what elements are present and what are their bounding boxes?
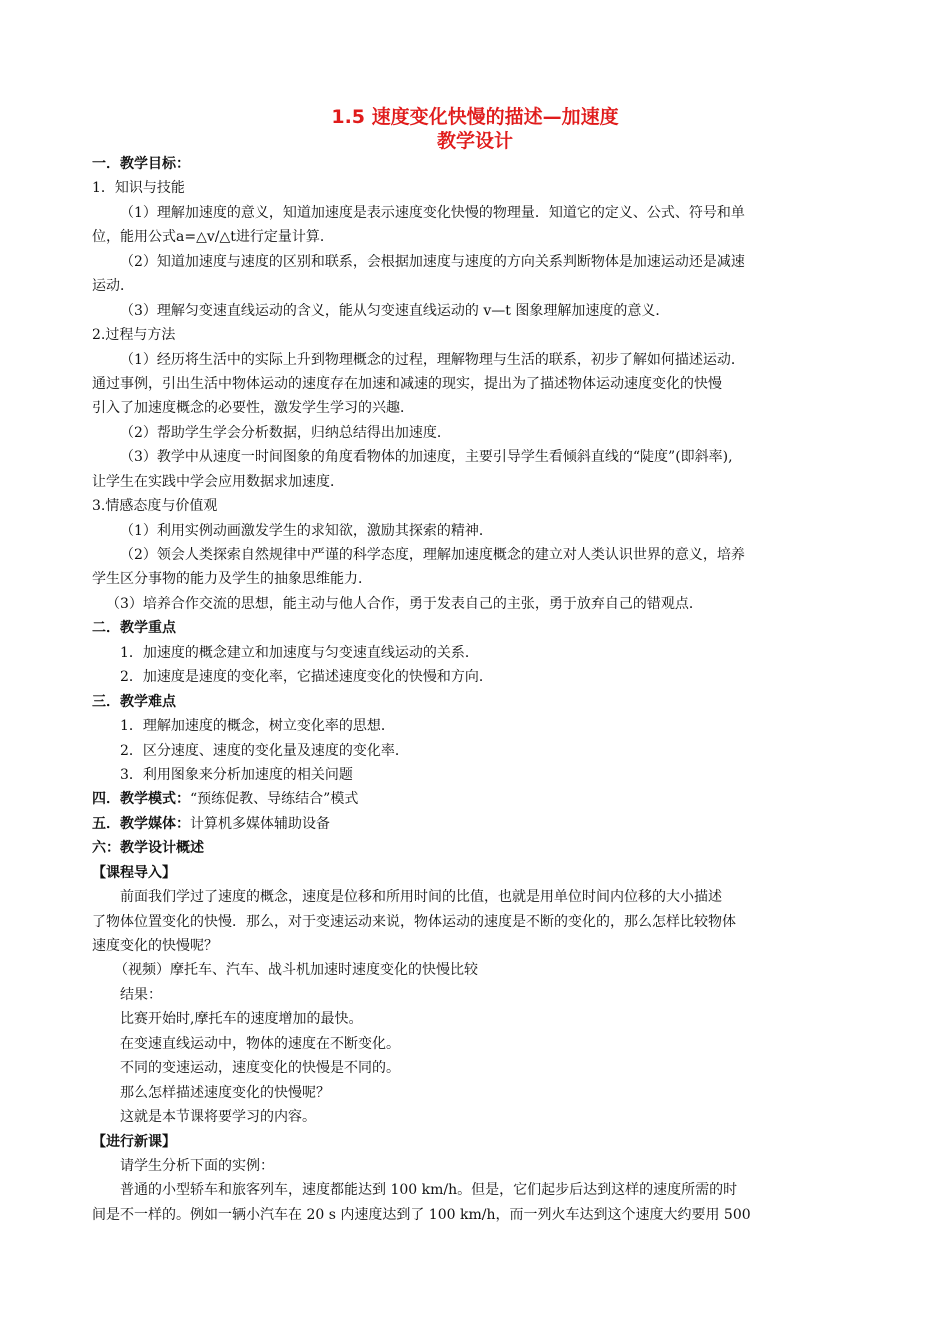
paragraph-line: 这就是本节课将要学习的内容。	[120, 1109, 316, 1126]
subheading-attitude: 3.情感态度与价值观	[92, 498, 218, 515]
section-heading-objectives: 一．教学目标：	[92, 156, 190, 172]
paragraph-line: 比赛开始时,摩托车的速度增加的最快。	[120, 1011, 363, 1028]
list-item: 1．理解加速度的概念，树立变化率的思想．	[120, 718, 395, 735]
section-heading-key-points: 二．教学重点	[92, 620, 176, 637]
subheading-knowledge: 1．知识与技能	[92, 180, 185, 197]
paragraph-line: （1）理解加速度的意义，知道加速度是表示速度变化快慢的物理量．知道它的定义、公式、符号和单	[120, 204, 745, 221]
paragraph-line: （2）领会人类探索自然规律中严谨的科学态度，理解加速度概念的建立对人类认识世界的意义，培养	[120, 547, 745, 563]
teaching-media-label: 五．教学媒体：	[92, 815, 190, 832]
paragraph-line: 请学生分析下面的实例：	[120, 1157, 274, 1174]
section-heading-difficulties: 三．教学难点	[92, 693, 176, 710]
teaching-mode-label: 四．教学模式：	[92, 791, 190, 808]
doc-title: 1.5 速度变化快慢的描述—加速度	[331, 106, 619, 128]
paragraph-line: （1）经历将生活中的实际上升到物理概念的过程，理解物理与生活的联系，初步了解如何描述运动．	[120, 351, 745, 368]
subheading-process: 2.过程与方法	[92, 327, 176, 344]
paragraph-line: （3）理解匀变速直线运动的含义，能从匀变速直线运动的 v—t 图象理解加速度的意义．	[120, 302, 670, 319]
paragraph-line: 让学生在实践中学会应用数据求加速度．	[92, 473, 344, 490]
paragraph-line: 运动．	[92, 278, 134, 295]
paragraph-line: 在变速直线运动中，物体的速度在不断变化。	[120, 1035, 400, 1052]
paragraph-line: 不同的变速运动，速度变化的快慢是不同的。	[120, 1060, 400, 1077]
teaching-media-line	[92, 812, 862, 836]
paragraph-line: 通过事例，引出生活中物体运动的速度存在加速和减速的现实，提出为了描述物体运动速度变化的快慢	[92, 375, 722, 392]
teaching-media-value: 计算机多媒体辅助设备	[190, 815, 330, 832]
paragraph-line: （视频）摩托车、汽车、战斗机加速时速度变化的快慢比较	[114, 962, 478, 979]
paragraph-line: （3）教学中从速度一时间图象的角度看物体的加速度，主要引导学生看倾斜直线的“陡度”(即斜率),	[120, 449, 733, 466]
list-item: 1．加速度的概念建立和加速度与匀变速直线运动的关系．	[120, 644, 479, 661]
paragraph-line: （2）帮助学生学会分析数据，归纳总结得出加速度．	[120, 424, 451, 441]
subheading-introduction: 【课程导入】	[92, 864, 176, 881]
paragraph-line: （2）知道加速度与速度的区别和联系，会根据加速度与速度的方向关系判断物体是加速运动还是减速	[120, 253, 745, 270]
paragraph-line: 引入了加速度概念的必要性，激发学生学习的兴趣．	[92, 400, 414, 417]
paragraph-line: 速度变化的快慢呢？	[92, 938, 218, 954]
paragraph-line: 普通的小型轿车和旅客列车，速度都能达到 100 km/h。但是，它们起步后达到这样的速度所需的时	[120, 1182, 738, 1199]
paragraph-line: 前面我们学过了速度的概念，速度是位移和所用时间的比值，也就是用单位时间内位移的大小描述	[120, 889, 722, 906]
teaching-mode-line	[92, 787, 862, 811]
teaching-mode-value: “预练促教、导练结合”模式	[190, 791, 359, 808]
doc-subtitle: 教学设计	[436, 130, 513, 152]
list-item: 3．利用图象来分析加速度的相关问题	[120, 766, 353, 783]
paragraph-line: 间是不一样的。例如一辆小汽车在 20 s 内速度达到了 100 km/h，而一列火车达到这个速度大约要用 500	[92, 1206, 751, 1223]
paragraph-line: （3）培养合作交流的思想，能主动与他人合作，勇于发表自己的主张，勇于放弃自己的错观点．	[106, 595, 703, 612]
doc-body	[92, 152, 862, 1227]
list-item: 2．加速度是速度的变化率，它描述速度变化的快慢和方向．	[120, 669, 493, 686]
section-heading-overview: 六：教学设计概述	[92, 840, 204, 857]
paragraph-line: 了物体位置变化的快慢．那么，对于变速运动来说，物体运动的速度是不断的变化的，那么怎样比较物体	[92, 913, 736, 930]
list-item: 2．区分速度、速度的变化量及速度的变化率．	[120, 742, 409, 759]
paragraph-line: 结果：	[120, 986, 162, 1003]
paragraph-line: 位，能用公式a=△v/△t进行定量计算．	[92, 229, 334, 246]
paragraph-line: 那么怎样描述速度变化的快慢呢？	[120, 1084, 330, 1101]
paragraph-line: 学生区分事物的能力及学生的抽象思维能力．	[92, 571, 372, 588]
subheading-new-lesson: 【进行新课】	[92, 1133, 176, 1150]
paragraph-line: （1）利用实例动画激发学生的求知欲，激励其探索的精神．	[120, 522, 493, 539]
